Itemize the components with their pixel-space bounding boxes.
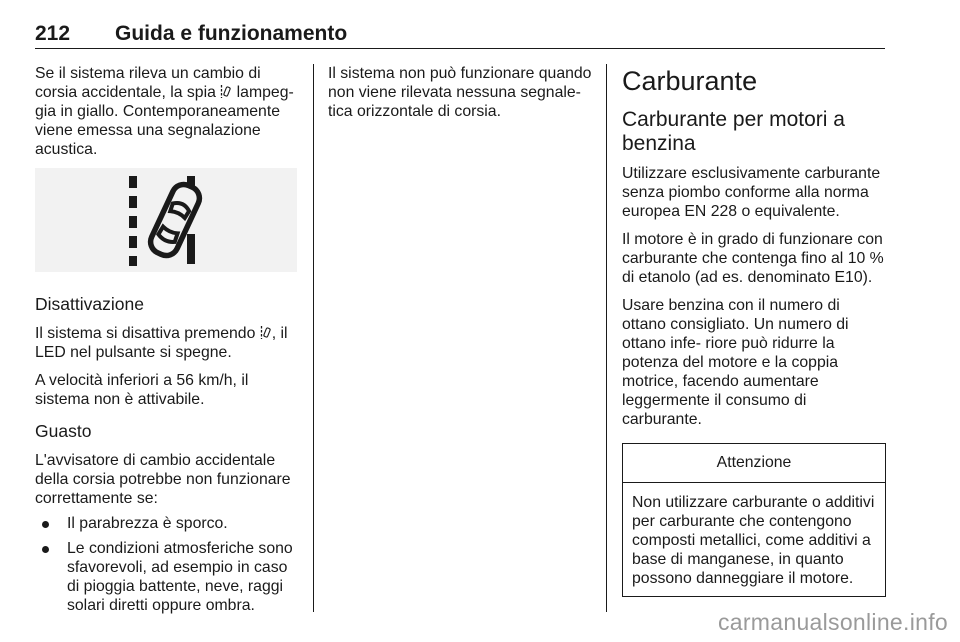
deactivation-paragraph-1: Il sistema si disattiva premendo , il LED nel pulsante si spegne. [35,325,288,361]
caution-text: Non utilizzare carburante o additivi per carburante che contengono composti metallici, come additivi a base di manganese, in quanto possono danneggiare il motore. [632,494,875,587]
heading-fault: Guasto [35,421,92,441]
fault-paragraph: L'avvisatore di cambio accidentale della corsia potrebbe non funzionare correttamente se: [35,452,291,507]
column-divider-2 [606,64,607,612]
list-item: Il parabrezza è sporco. [35,514,300,533]
page-number: 212 [35,22,71,45]
lane-departure-warning-icon [35,168,297,272]
column-1 [35,64,300,621]
lane-departure-inline-icon [220,84,232,99]
fuel-paragraph-2: Il motore è in grado di funzionare con carburante che contenga fino al 10 % di etanolo (ad es. denominato E10). [622,231,884,286]
header-rule [35,48,885,49]
page-header [35,16,885,48]
fuel-paragraph-3: Usare benzina con il numero di ottano consigliato. Un numero di ottano infe- riore può ridurre la potenza del motore e la coppia motrice, facendo aumentare leggermente il consumo di carburante. [622,297,849,428]
column-3 [622,64,888,597]
fuel-paragraph-1: Utilizzare esclusivamente carburante senza piombo conforme alla norma europea EN 228 o equivalente. [622,165,881,220]
list-item: Le condizioni atmosferiche sono sfavorevoli, ad esempio in caso di pioggia battente, neve, raggi solari diretti oppure ombra. [35,539,300,615]
deactivation-paragraph-2: A velocità inferiori a 56 km/h, il sistema non è attivabile. [35,372,249,408]
heading-deactivation: Disattivazione [35,294,144,314]
watermark: carmanualsonline.info [717,609,948,635]
lane-departure-button-icon [260,325,272,340]
lane-departure-figure [35,168,297,272]
subsection-title-petrol: Carburante per motori a benzina [622,108,845,155]
fault-list [35,514,300,615]
bullet-icon [42,546,49,553]
caution-box [622,443,886,597]
column-divider-1 [313,64,314,612]
column-2 [328,64,600,130]
intro-paragraph: Se il sistema rileva un cambio di corsia accidentale, la spia lampeg- gia in giallo. Contemporaneamente viene emessa una segnalazione acustica. [35,65,294,158]
chapter-title: Guida e funzionamento [115,22,348,45]
bullet-icon [42,521,49,528]
section-title-fuel: Carburante [622,66,758,96]
no-markings-paragraph: Il sistema non può funzionare quando non viene rilevata nessuna segnale- tica orizzontale di corsia. [328,65,592,120]
caution-title: Attenzione [623,444,885,483]
